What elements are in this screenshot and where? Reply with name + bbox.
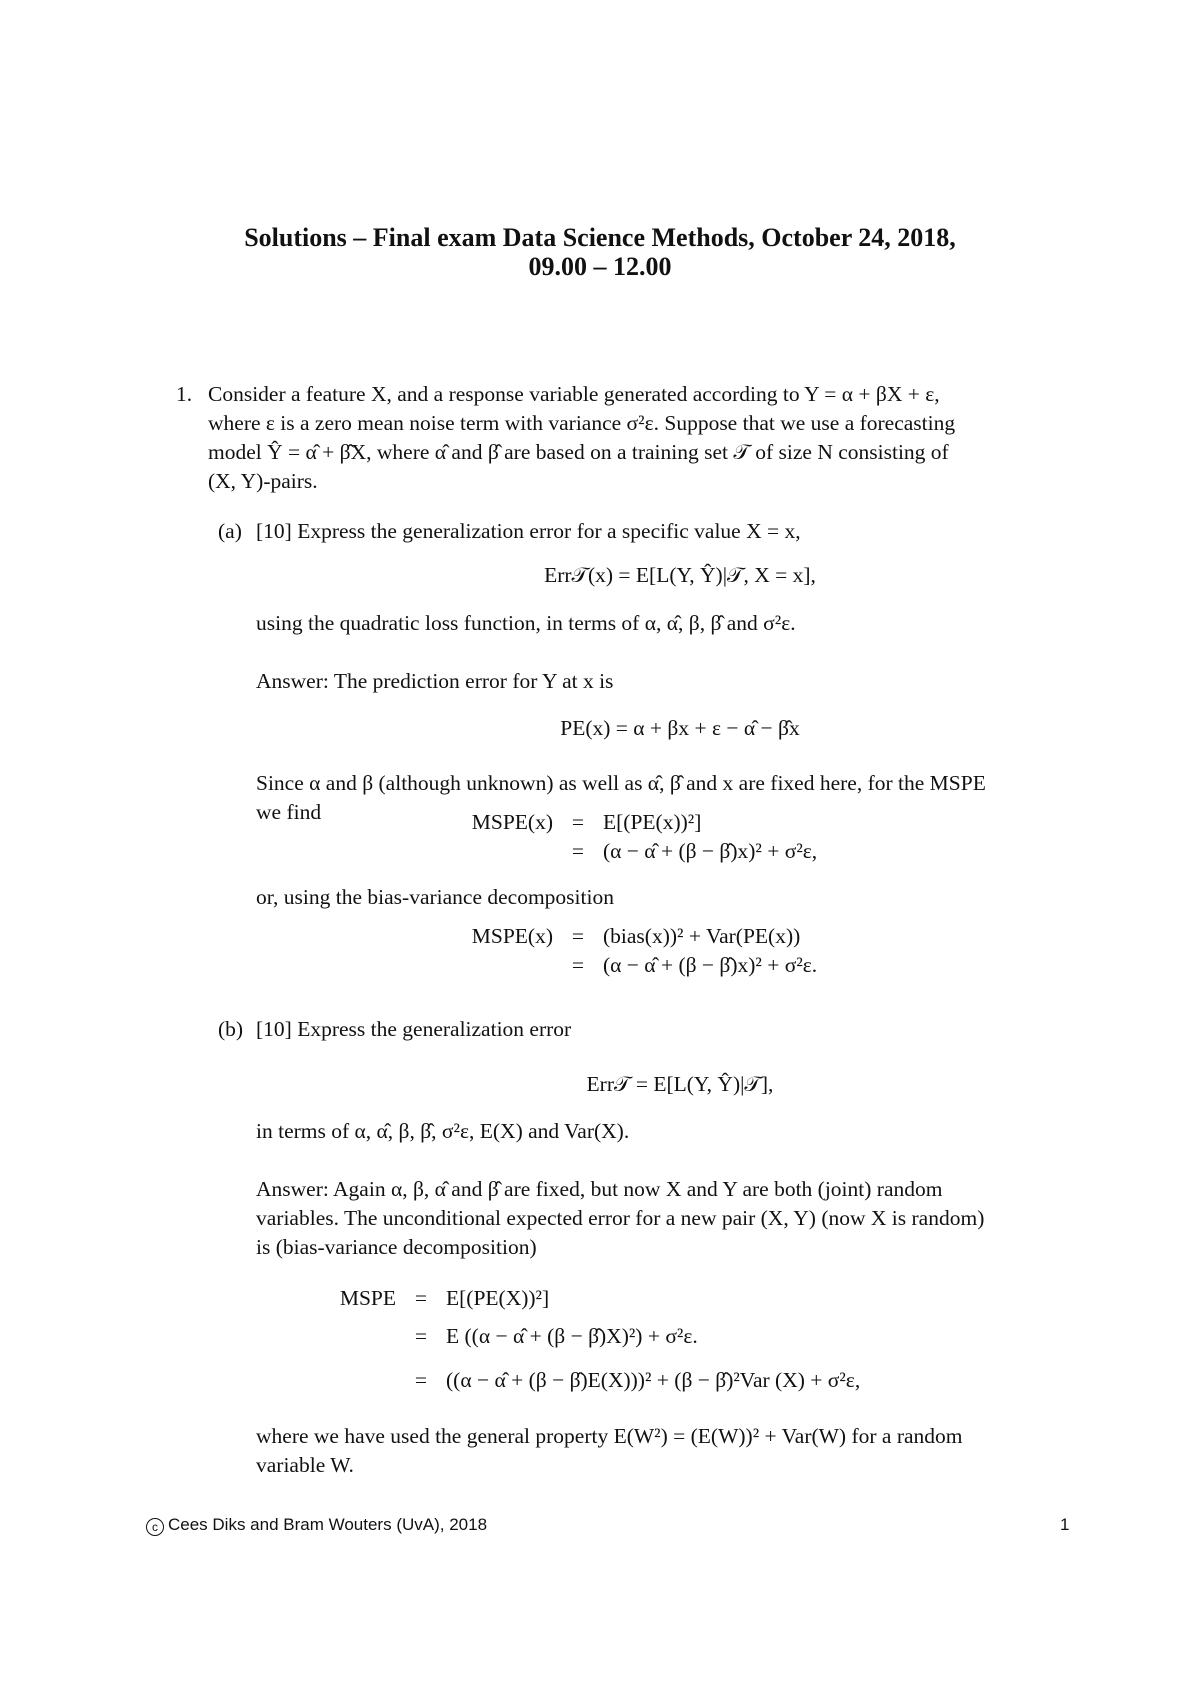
part-b-answer-3: is (bias-variance decomposition) (256, 1235, 537, 1259)
mspe1-lhs: MSPE(x) (471, 810, 553, 834)
part-b-label: (b) (218, 1017, 244, 1041)
mspe-equation-3 (326, 1281, 860, 1403)
mspe2-lhs: MSPE(x) (471, 924, 553, 948)
question-1 (176, 380, 1082, 496)
where-line-2: variable W. (256, 1453, 354, 1477)
mspe2-rhs1: (bias(x))² + Var(PE(x)) (603, 924, 801, 948)
part-a-formula: Err𝒯(x) = E[L(Y, Ŷ)|𝒯, X = x], (544, 563, 816, 587)
footer-copyright (146, 1515, 487, 1536)
since-line-1: Since α and β (although unknown) as well as α̂, β̂ and x are fixed here, for the MSPE (256, 771, 986, 795)
page-number: 1 (1060, 1515, 1070, 1534)
pe-formula: PE(x) = α + βx + ε − α̂ − β̂x (560, 716, 800, 740)
part-a-prompt: [10] Express the generalization error for a specific value X = x, (256, 519, 801, 543)
intro-line-1: Consider a feature X, and a response variable generated according to Y = α + βX + ε, (208, 382, 940, 406)
part-b-formula: Err𝒯 = E[L(Y, Ŷ)|𝒯], (586, 1072, 774, 1096)
mspe-equation-1 (451, 808, 817, 866)
intro-line-4: (X, Y)-pairs. (208, 469, 318, 493)
mspe3-rhs3: ((α − α̂ + (β − β̂)E(X)))² + (β − β̂)²Var (X) + σ²ε, (446, 1367, 861, 1392)
equals-sign: = (414, 1323, 428, 1348)
page-title-line1: Solutions – Final exam Data Science Methods, October 24, 2018, (244, 223, 956, 252)
mspe3-rhs2: E ((α − α̂ + (β − β̂)X)²) + σ²ε. (446, 1323, 698, 1348)
footer-copyright-text: Cees Diks and Bram Wouters (UvA), 2018 (168, 1515, 488, 1534)
part-b-terms: in terms of α, α̂, β, β̂, σ²ε, E(X) and Var(X). (256, 1119, 630, 1143)
equals-sign: = (414, 1367, 428, 1392)
or-line: or, using the bias-variance decomposition (256, 885, 614, 909)
part-b-prompt: [10] Express the generalization error (256, 1017, 572, 1041)
mspe3-lhs: MSPE (339, 1285, 396, 1310)
part-a-answer-intro: Answer: The prediction error for Y at x is (256, 669, 614, 693)
where-line-1: where we have used the general property E(W²) = (E(W))² + Var(W) for a random (256, 1424, 963, 1448)
equals-sign: = (571, 924, 585, 948)
equals-sign: = (571, 839, 585, 863)
since-line-2: we find (256, 800, 322, 824)
intro-line-2: where ε is a zero mean noise term with variance σ²ε. Suppose that we use a forecasting (208, 411, 956, 435)
mspe1-rhs1: E[(PE(x))²] (603, 810, 702, 834)
equals-sign: = (414, 1285, 428, 1310)
page-title-line2: 09.00 – 12.00 (528, 252, 672, 281)
part-a-terms: using the quadratic loss function, in terms of α, α̂, β, β̂ and σ²ε. (256, 611, 796, 635)
mspe2-rhs2: (α − α̂ + (β − β̂)x)² + σ²ε. (603, 953, 818, 977)
part-a-label: (a) (218, 519, 242, 543)
copyright-icon: c (146, 1518, 164, 1536)
intro-line-3: model Ŷ = α̂ + β̂X, where α̂ and β̂ are based on a training set 𝒯 of size N consisting of (208, 440, 949, 464)
mspe1-rhs2: (α − α̂ + (β − β̂)x)² + σ²ε, (603, 839, 818, 863)
mspe3-rhs1: E[(PE(X))²] (446, 1285, 550, 1310)
equals-sign: = (571, 810, 585, 834)
question-number: 1. (176, 382, 193, 406)
equals-sign: = (571, 953, 585, 977)
part-b-answer-1: Answer: Again α, β, α̂ and β̂ are fixed, but now X and Y are both (joint) random (256, 1177, 943, 1201)
mspe-equation-2 (451, 922, 817, 980)
part-b-answer-2: variables. The unconditional expected error for a new pair (X, Y) (now X is random) (256, 1206, 985, 1230)
